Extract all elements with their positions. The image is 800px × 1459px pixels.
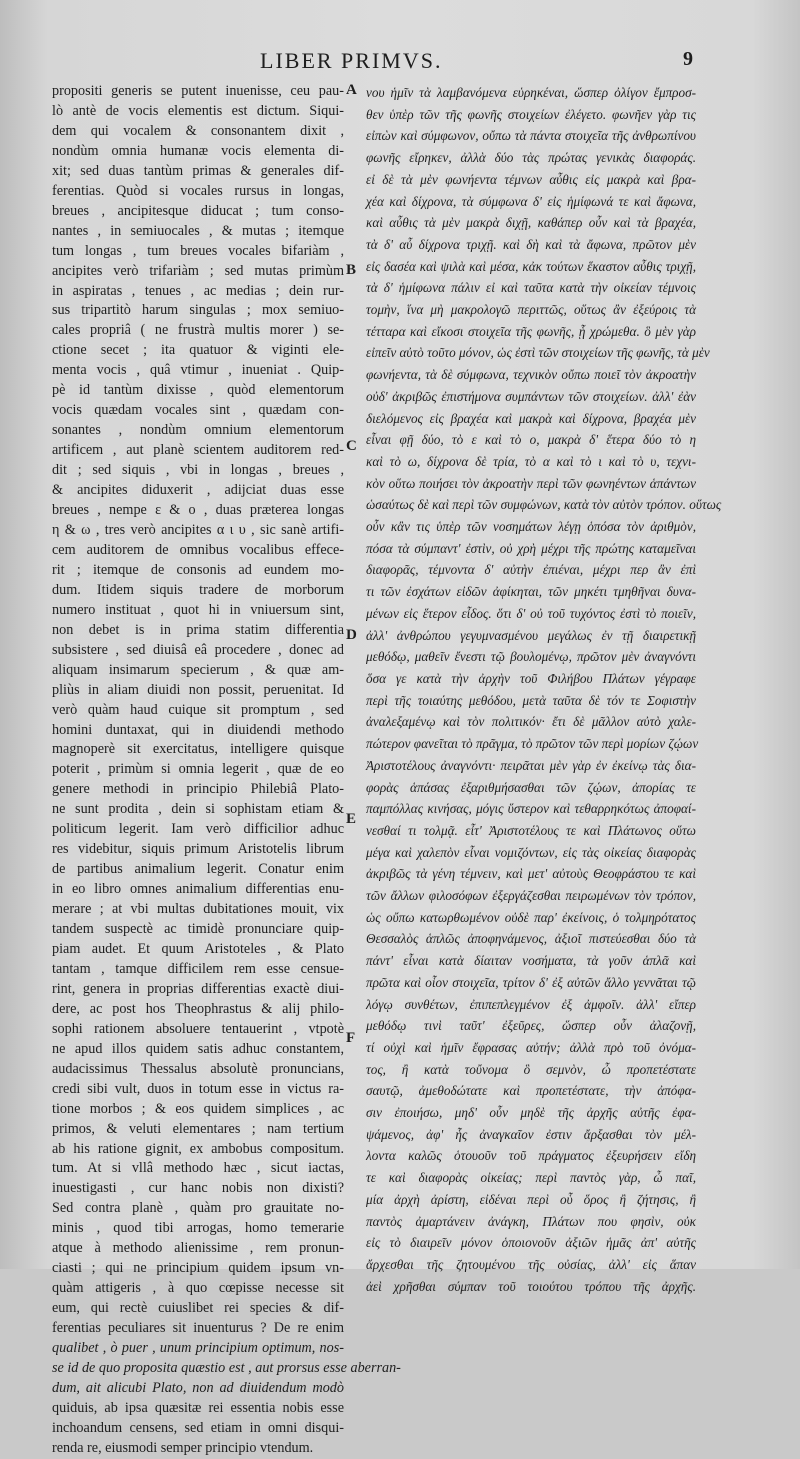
- latin-line: pliùs in aliam diuidi non possit, peruenitat. Id: [52, 681, 344, 698]
- latin-line: tum longas , tum breues vocales bifariàm ,: [52, 242, 344, 259]
- latin-line: sophi rationem absoluere tentauerint , vtpotè: [52, 1020, 344, 1037]
- greek-line: Ἀριστοτέλους ἀναγνόντι· πειρᾶται μὲν γὰρ ἐν ἐκείνῳ τὰς δια-: [366, 757, 696, 773]
- greek-line: μέγα καὶ χαλεπὸν εἶναι νομιζόντων, εἰς τὰς οἰκείας διαφορὰς: [366, 844, 696, 860]
- latin-line: dum, ait alicubi Plato, non ad diuidendum modò: [52, 1379, 344, 1396]
- latin-column: [52, 82, 401, 1459]
- latin-line: homini duntaxat, qui in diuidendi methodo: [52, 721, 344, 738]
- latin-line: se id de quo proposita quæstio est , aut prorsus esse aberran-: [52, 1360, 401, 1376]
- latin-line: cales propriâ ( ne frustrà multis morer ) se-: [52, 322, 344, 339]
- latin-line: ab his ratione gignit, ex ambobus compositum.: [52, 1140, 344, 1157]
- latin-line: artificem , aut planè scientem auditorem red-: [52, 442, 344, 459]
- greek-line: ὡσαύτως δὲ καὶ περὶ τῶν συμφώνων, κατὰ τὸν αὐτὸν τρόπον. οὕτως: [366, 497, 722, 513]
- greek-line: μία ἀρχὴ ἀρίστη, εἰδέναι περὶ οὗ ὅρος ἢ ζήτησις, ἢ: [366, 1191, 696, 1207]
- latin-line: audacissimus Thessalus absolutè pronuncians,: [52, 1060, 344, 1077]
- section-marker-f: F: [346, 1030, 356, 1046]
- greek-line: σαυτῷ, ἀμεθοδώτατε καὶ προπετέστατε, τὴν ἀπόφα-: [366, 1083, 696, 1099]
- section-marker-b: B: [346, 262, 357, 278]
- greek-line: εἰπεῖν αὐτὸ τοῦτο μόνον, ὡς ἐστὶ τῶν στοιχείων τῆς φωνῆς, τὰ μὲν: [366, 345, 710, 361]
- greek-line: φορὰς ἁπάσας ἐξαριθμήσασθαι τῶν ζῴων, ἀπορίας τε: [366, 779, 696, 795]
- latin-line: subsistere , sed diuisâ eâ procedere , donec ad: [52, 641, 344, 658]
- greek-line: πώτερον φανεῖται τὸ πρᾶγμα, τὸ πρῶτον τῶν περὶ μορίων ζῴων: [366, 736, 699, 752]
- latin-line: Sed contra planè , quàm pro grauitate no-: [52, 1200, 344, 1217]
- latin-line: quiduis, ab ipsa quæsitæ rei essentia nobis esse: [52, 1399, 344, 1416]
- latin-line: vocis quædam vocales sint , quædam con-: [52, 402, 344, 419]
- latin-line: tione morbos ; & eos quidem simplices , ac: [52, 1100, 344, 1117]
- latin-line: atque à methodo alienissime , rem pronun-: [52, 1240, 344, 1257]
- latin-line: tantam , tamque difficilem rem esse censue-: [52, 960, 344, 977]
- greek-line: ἀναλεξαμένῳ καὶ τὸν πολιτικόν· ἔτι δὲ μᾶλλον αὐτὸ χαλε-: [366, 714, 696, 730]
- greek-line: εἶναι φῇ δύο, τὸ ε καὶ τὸ ο, μακρὰ δ' ἕτερα δύο τὸ η: [366, 432, 696, 448]
- latin-line: nantes , in semiuocales , & mutas ; itemque: [52, 222, 344, 239]
- latin-line: quàm attigeris , à quo cœpisse necesse sit: [52, 1280, 344, 1297]
- latin-line: in aspiratas , tenues , ac medias ; dein rur-: [52, 282, 344, 299]
- greek-line: θεν ὑπὲρ τῶν τῆς φωνῆς στοιχείων ἐλέγετο. φωνῆεν γὰρ τις: [366, 106, 696, 122]
- page-title: LIBER PRIMVS.: [260, 48, 443, 73]
- latin-line: politicum legerit. Iam verò difficilior adhuc: [52, 821, 344, 838]
- greek-line: φωνῆς εἴρηκεν, ἀλλὰ δύο τὰς πρώτας γενικὰς διαφοράς.: [366, 150, 696, 166]
- greek-column: [366, 82, 722, 1297]
- greek-line: καὶ τὸ ω, δίχρονα δὲ τρία, τὸ α καὶ τὸ ι καὶ τὸ υ, τεχνι-: [366, 453, 696, 469]
- greek-line: τὰ δ' αὖ δίχρονα τριχῇ. καὶ δὴ καὶ τὰ ἄφωνα, πρῶτον μὲν: [366, 236, 696, 252]
- latin-line: credi sibi vult, duos in totum esse in victus ra-: [52, 1080, 344, 1097]
- greek-line: εἰς τὸ διαιρεῖν μόνον ὁποιονοῦν ἀξιῶν ἡμᾶς ἀπ' αὐτῆς: [366, 1235, 696, 1251]
- greek-line: πάντ' εἶναι κατὰ δίαιταν νοσήματα, τὰ γοῦν ἁπλᾶ καὶ: [366, 953, 696, 969]
- greek-line: εἰ δὲ τὰ μὲν φωνήεντα τέμνων αὖθις εἰς μακρὰ καὶ βρα-: [366, 171, 696, 187]
- latin-line: ancipites verò trifariàm ; sed mutas primùm: [52, 262, 344, 279]
- greek-line: τέτταρα καὶ εἴκοσι στοιχεῖα τῆς φωνῆς, ᾗ χρώμεθα. ὃ μὲν γὰρ: [366, 323, 696, 339]
- latin-line: verò quàm haud cuique sit promptum , sed: [52, 701, 344, 718]
- latin-line: lò antè de vocis elementis est dictum. Siqui-: [52, 102, 344, 119]
- greek-line: λοντα καλῶς ὁτουοῦν τοῦ πράγματος ἐξευρήσειν εἴδη: [366, 1148, 696, 1164]
- latin-line: magnoperè sit exercitatus, intelligere quisque: [52, 741, 344, 758]
- latin-line: dum. Itidem siquis tradere de morborum: [52, 581, 344, 598]
- greek-line: ἄρχεσθαι τῆς ζητουμένου τῆς οὐσίας, ἀλλ' εἰς ἅπαν: [366, 1256, 696, 1272]
- latin-line: renda re, eiusmodi semper principio vtendum.: [52, 1439, 314, 1456]
- greek-line: οὐδ' ἀκριβῶς ἐπιστήμονα συμπάντων τῶν στοιχείων. ἀλλ' ἐὰν: [366, 388, 696, 404]
- greek-line: Θεσσαλὸς ἁπλῶς ἀποφηνάμενος, ἀξιοῖ πιστεύεσθαι δύο τὰ: [366, 931, 696, 947]
- latin-line: aliquam insimarum specierum , & quæ am-: [52, 661, 344, 678]
- latin-line: ferentias. Quòd si vocales rursus in longas,: [52, 182, 344, 199]
- greek-line: διελόμενος εἰς βραχέα καὶ μακρὰ καὶ δίχρονα, βραχέα μὲν: [366, 410, 696, 426]
- greek-line: εἰπὼν καὶ σύμφωνον, οὔπω τὰ πάντα στοιχεῖα τῆς ἀνθρωπίνου: [366, 128, 696, 144]
- greek-line: κὸν οὕτω ποιήσει τὸν ἀκροατὴν περὶ τῶν φωνηέντων ἁπάντων: [366, 475, 696, 491]
- section-marker-c: C: [346, 438, 357, 454]
- latin-line: inuestigasti , cur hanc nobis non dixisti?: [52, 1180, 344, 1197]
- latin-line: menta vocis , quâ vtimur , inueniat . Quip-: [52, 362, 344, 379]
- latin-line: eum, qui rectè cuiuslibet rei species & dif-: [52, 1300, 344, 1317]
- latin-line: nondùm omnia humanæ vocis elementa di-: [52, 142, 344, 159]
- latin-line: dere, ac post hos Theophrastus & alij philo-: [52, 1000, 344, 1017]
- greek-line: τι τῶν ἐσχάτων εἰδῶν ἀφίκηται, τῶν μηκέτι τμηθῆναι δυνα-: [366, 584, 696, 600]
- latin-line: ciasti ; qui ne principium quidem ipsum vn-: [52, 1260, 344, 1277]
- latin-line: pè id tantùm dixisse , quòd elementorum: [52, 382, 344, 399]
- section-marker-d: D: [346, 627, 357, 643]
- greek-line: πόσα τὰ σύμπαντ' ἐστὶν, οὐ χρὴ μέχρι τῆς πρώτης καταμεῖναι: [366, 540, 696, 556]
- latin-line: poterit , primùm si omnia legerit , quæ de eo: [52, 761, 344, 778]
- greek-line: τῶν ἄλλων φιλοσόφων ἐξεργάζεσθαι πειρωμένων τὸν τρόπον,: [366, 888, 696, 904]
- greek-line: ἀεὶ χρῆσθαι σύμπαν τοῦ τοιούτου τρόπου τῆς ἀρχῆς.: [366, 1278, 696, 1294]
- latin-line: rint, genera in proprias differentias exactè diui-: [52, 980, 344, 997]
- latin-line: ferentias peculiares sit inuenturus ? De re enim: [52, 1320, 344, 1337]
- page-number: 9: [683, 48, 693, 70]
- greek-line: τί οὐχὶ καὶ ἡμῖν ἔφρασας αὐτήν; ἀλλὰ πρὸ τοῦ ὀνόμα-: [366, 1039, 696, 1055]
- latin-line: de partibus animalium legerit. Conatur enim: [52, 861, 344, 878]
- latin-line: breues , nempe ε & ο , duas præterea longas: [52, 502, 344, 519]
- section-marker-e: E: [346, 811, 357, 827]
- greek-line: παντὸς ἀμαρτάνειν ἀνάγκη, Πλάτων που φησὶν, οὐκ: [366, 1213, 696, 1229]
- latin-line: minis , quod tibi arrogas, homo temerarie: [52, 1220, 344, 1237]
- greek-line: σιν ἐποιήσω, μηδ' οὖν μηδὲ τῆς ἀρχῆς αὐτῆς ἐφα-: [366, 1105, 696, 1121]
- latin-line: numero instituat , quot hi in vniuersum sint,: [52, 601, 344, 618]
- latin-line: ctione secet ; ita quatuor & viginti ele-: [52, 342, 344, 359]
- latin-line: sonantes , nondùm omnium elementorum: [52, 422, 344, 439]
- latin-line: ne apud illos quidem satis adhuc constantem,: [52, 1040, 344, 1057]
- greek-line: μένων εἰς ἕτερον εἶδος. ὅτι δ' οὐ τοῦ τυχόντος ἐστὶ τὸ ποιεῖν,: [366, 605, 696, 621]
- greek-line: εἰς δασέα καὶ ψιλὰ καὶ μέσα, κἀκ τούτων ἕκαστον αὖθις τριχῇ,: [366, 258, 696, 274]
- greek-line: τος, ἢ κατὰ τοὔνομα ὃ σεμνὸν, ὦ προπετέστατε: [366, 1061, 696, 1077]
- greek-line: ἀκριβῶς τὰ γένη τέμνειν, καὶ μετ' αὐτοὺς Θεοφράστου τε καὶ: [366, 866, 696, 882]
- latin-line: tandem suspectè ac timidè pronunciare quip-: [52, 921, 344, 938]
- latin-line: qualibet , ò puer , unum principium optimum, nos-: [52, 1340, 344, 1357]
- greek-line: φωνήεντα, τὰ δὲ σύμφωνα, τεχνικὸν οὔπω ποιεῖ τὸν ἀκροατὴν: [366, 367, 696, 383]
- greek-line: τομὴν, ἵνα μὴ μακρολογῶ περιττῶς, οὕτως ἂν ἐξεύροις τὰ: [366, 302, 696, 318]
- greek-line: παμπόλλας κινήσας, μόγις ὕστερον καὶ τεθαρρηκότως ἀποφαί-: [366, 801, 696, 817]
- latin-line: breues , ancipitesque diducat ; tum conso-: [52, 202, 344, 219]
- latin-line: tum. At si vllâ methodo hæc , sicut iactas,: [52, 1160, 344, 1177]
- latin-line: propositi generis se putent inuenisse, ceu pau-: [52, 83, 344, 99]
- greek-line: ψάμενος, ἀφ' ἧς ἀναγκαῖον ἐστιν ἄρξασθαι τὸν μέλ-: [366, 1126, 696, 1142]
- greek-line: νεσθαί τι τολμᾷ. εἶτ' Ἀριστοτέλους τε καὶ Πλάτωνος οὕτω: [366, 822, 696, 838]
- latin-line: rit ; itemque de consonis ad eundem mo-: [52, 561, 344, 578]
- greek-line: περὶ τῆς τοιαύτης μεθόδου, μετὰ ταῦτα δὲ τόν τε Σοφιστὴν: [366, 692, 696, 708]
- running-header: [0, 48, 800, 78]
- latin-line: piam audet. Et quum Aristoteles , & Plato: [52, 940, 344, 957]
- greek-line: ὡς οὔπω κατωρθωμένον οὐδὲ παρ' ἐκείνοις, ὁ τολμηρότατος: [366, 909, 696, 925]
- latin-line: res videbitur, siquis primum Aristotelis librum: [52, 841, 344, 858]
- greek-line: ἀλλ' ἀνθρώπου γεγυμνασμένου μεγάλως ἐν τῇ διαιρετικῇ: [366, 627, 696, 643]
- greek-line: νου ἡμῖν τὰ λαμβανόμενα εὑρηκέναι, ὥσπερ ὀλίγον ἔμπροσ-: [366, 85, 696, 100]
- greek-line: μεθόδῳ, μαθεῖν ἔνεστι τῷ βουλομένῳ, πρῶτον μὲν ἀναγνόντι: [366, 649, 696, 665]
- greek-line: λόγῳ συνθέτων, ἐπιπεπλεγμένον ἐξ ἀμφοῖν. ἀλλ' εἴπερ: [366, 996, 696, 1012]
- section-marker-a: A: [346, 82, 357, 98]
- latin-line: sus tripartitò harum singulas ; mox semiuo-: [52, 302, 344, 319]
- greek-line: χέα καὶ δίχρονα, τὰ σύμφωνα δ' εἰς ἡμίφωνά τε καὶ ἄφωνα,: [366, 193, 696, 209]
- latin-line: non debet is in prima statim differentia: [52, 621, 344, 638]
- latin-line: in eo libro omnes animalium differentias enu-: [52, 881, 344, 898]
- greek-line: οὖν κἂν τις ὑπὲρ τῶν νοσημάτων λέγῃ ὁπόσα τὸν ἀριθμὸν,: [366, 519, 696, 535]
- greek-line: διαφορᾶς, τέμνοντα δ' αὐτὴν ἐπιέναι, μέχρι περ ἂν ἐπὶ: [366, 562, 696, 578]
- latin-line: cem auditorem de omnibus vocalibus effece-: [52, 541, 344, 558]
- greek-line: πρῶτα καὶ οἷον στοιχεῖα, τρίτον δ' ἐξ αὐτῶν ἄλλο γεννᾶται τῷ: [366, 974, 696, 990]
- latin-line: primos, & veluti elementares ; nam tertium: [52, 1120, 344, 1137]
- latin-line: η & ω , tres verò ancipites α ι υ , sic sanè artifi-: [52, 521, 344, 538]
- latin-line: & ancipites diduxerit , adijciat duas esse: [52, 482, 344, 499]
- latin-line: genere methodi in principio Philebiâ Plato-: [52, 781, 344, 798]
- latin-line: merare ; at vbi multas dubitationes mouit, vix: [52, 901, 344, 918]
- latin-line: dit ; sed siquis , vbi in longas , breues ,: [52, 462, 344, 479]
- greek-line: ὅσα γε κατὰ τὴν ἀρχὴν τοῦ Φιλήβου Πλάτων γέγραφε: [366, 670, 696, 686]
- greek-line: μεθόδῳ τινὶ ταῦτ' ἐξεῦρες, ὥσπερ οὖν ἀλαζονῇ,: [366, 1018, 696, 1034]
- greek-line: τὰ δ' ἡμίφωνα πάλιν εἰ καὶ ταῦτα κατὰ τὴν οἰκείαν τέμνοις: [366, 280, 696, 296]
- latin-line: inchoandum censens, sed etiam in omni disqui-: [52, 1419, 344, 1436]
- latin-line: ne sunt prodita , dein si sophistam etiam &: [52, 801, 344, 818]
- greek-line: καὶ αὖθις τὰ μὲν μακρὰ διχῇ, καθάπερ οὖν καὶ τὰ βραχέα,: [366, 215, 696, 231]
- latin-line: dem qui vocalem & consonantem dixit ,: [52, 122, 344, 139]
- greek-line: τε καὶ διαφορὰς οἰκείας; περὶ παντὸς γὰρ, ὦ παῖ,: [366, 1170, 696, 1186]
- latin-line: xit; sed duas tantùm primas & generales dif-: [52, 162, 344, 179]
